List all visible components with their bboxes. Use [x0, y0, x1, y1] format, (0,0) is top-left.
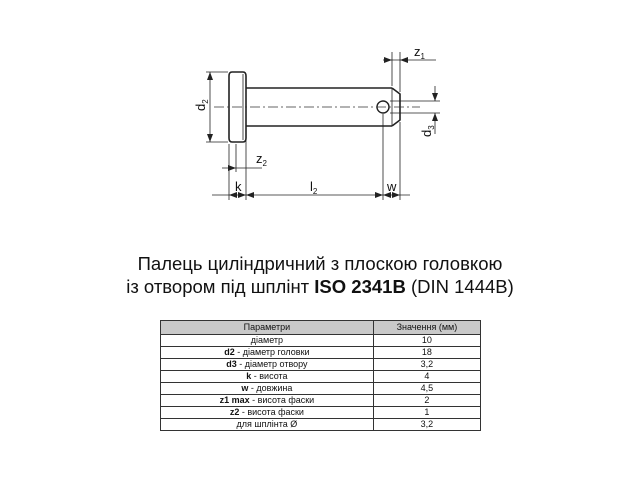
param-cell	[161, 335, 374, 347]
product-title	[0, 252, 640, 298]
label-d2: $d_2$	[193, 99, 210, 111]
param-symbol: w	[241, 383, 249, 393]
param-label: - висота	[251, 371, 288, 381]
table-row	[161, 347, 481, 359]
title-line-1: Палець циліндричний з плоскою головкою	[137, 253, 503, 274]
table-row	[161, 407, 481, 419]
label-l2: $l_2$	[310, 179, 318, 196]
param-label: діаметр	[250, 335, 284, 345]
header-params: Параметри	[161, 321, 374, 335]
header-values: Значення (мм)	[373, 321, 480, 335]
label-z1: $z_1$	[414, 44, 425, 61]
table-header-row	[161, 321, 481, 335]
label-k: k	[235, 179, 242, 194]
title-line-2-prefix: із отвором під шплінт	[126, 276, 315, 297]
param-symbol: z2	[229, 407, 240, 417]
table-row	[161, 359, 481, 371]
value-cell: 10	[373, 335, 480, 347]
title-line-2-suffix: (DIN 1444B)	[405, 276, 514, 297]
value-cell: 2	[373, 395, 480, 407]
param-label: для шплінта Ø	[236, 419, 298, 429]
label-d3: $d_3$	[419, 125, 436, 137]
spec-table	[160, 320, 481, 431]
label-w: w	[387, 179, 397, 194]
param-label: - довжина	[248, 383, 293, 393]
param-cell	[161, 419, 374, 431]
param-symbol: d2	[224, 347, 235, 357]
value-cell: 1	[373, 407, 480, 419]
param-cell	[161, 407, 374, 419]
param-cell	[161, 383, 374, 395]
value-cell: 3,2	[373, 359, 480, 371]
param-cell	[161, 359, 374, 371]
title-standard: ISO 2341B	[314, 276, 406, 297]
param-label: - висота фаски	[239, 407, 304, 417]
param-label: - діаметр отвору	[236, 359, 308, 369]
param-cell	[161, 395, 374, 407]
label-z2: $z_2$	[256, 151, 267, 168]
title-line-2	[0, 275, 640, 298]
value-cell: 18	[373, 347, 480, 359]
param-cell	[161, 371, 374, 383]
table-row	[161, 335, 481, 347]
table-row	[161, 395, 481, 407]
param-label: - діаметр головки	[234, 347, 310, 357]
value-cell: 4,5	[373, 383, 480, 395]
dimension-arrows	[207, 57, 438, 198]
param-symbol: k	[246, 371, 252, 381]
table-row	[161, 371, 481, 383]
value-cell: 4	[373, 371, 480, 383]
value-cell: 3,2	[373, 419, 480, 431]
param-label: - висота фаски	[249, 395, 315, 405]
param-symbol: d3	[226, 359, 237, 369]
table-row	[161, 383, 481, 395]
param-symbol: z1 max	[219, 395, 250, 405]
param-cell	[161, 347, 374, 359]
table-row	[161, 419, 481, 431]
